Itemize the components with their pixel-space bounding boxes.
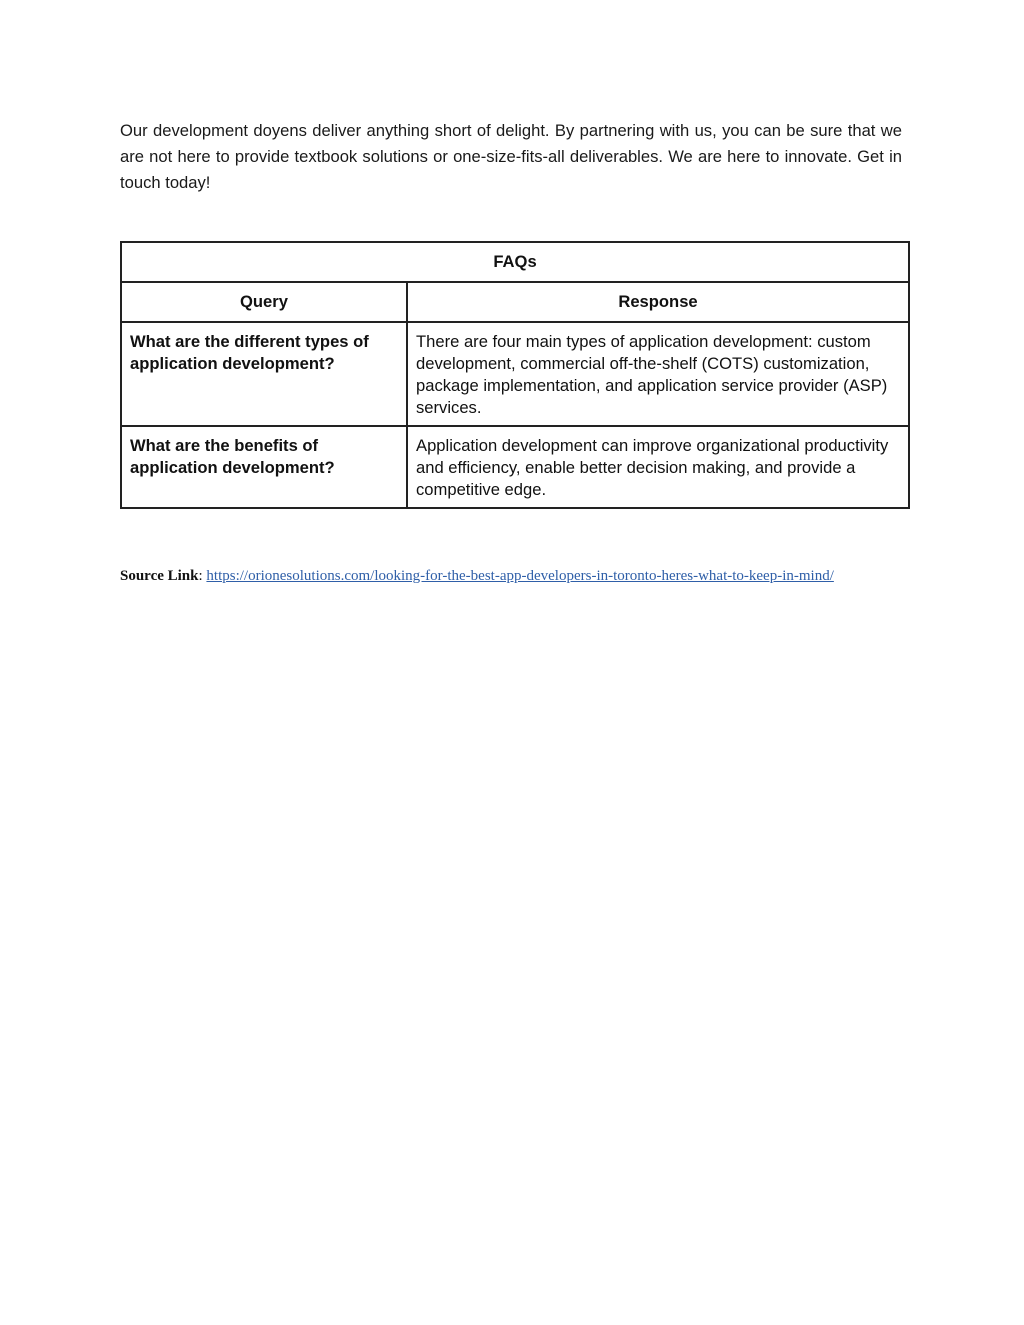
source-link[interactable]: https://orionesolutions.com/looking-for-the-best-app-developers-in-toronto-heres-what-to-keep-in-mind/ bbox=[206, 568, 834, 584]
faq-header-row bbox=[121, 282, 909, 322]
query-column-header: Query bbox=[121, 282, 407, 322]
source-label: Source Link bbox=[120, 568, 199, 584]
source-separator: : bbox=[198, 568, 207, 584]
table-row bbox=[121, 426, 909, 508]
source-line bbox=[120, 566, 900, 586]
faq-title-row bbox=[121, 242, 909, 282]
faq-response-cell: Application development can improve organizational productivity and efficiency, enable better decision making, and provide a competitive edge. bbox=[407, 426, 909, 508]
faq-table bbox=[120, 241, 910, 509]
intro-paragraph: Our development doyens deliver anything short of delight. By partnering with us, you can be sure that we are not here to provide textbook solutions or one-size-fits-all deliverables. We are here to innovate. Get in touch today! bbox=[120, 121, 902, 192]
response-column-header: Response bbox=[407, 282, 909, 322]
faq-query-cell: What are the benefits of application development? bbox=[121, 426, 407, 508]
faq-response-cell: There are four main types of application development: custom development, commercial off-the-shelf (COTS) customization, package implementation, and application service provider (ASP) services. bbox=[407, 322, 909, 426]
faq-title: FAQs bbox=[121, 242, 909, 282]
table-row bbox=[121, 322, 909, 426]
faq-query-cell: What are the different types of application development? bbox=[121, 322, 407, 426]
